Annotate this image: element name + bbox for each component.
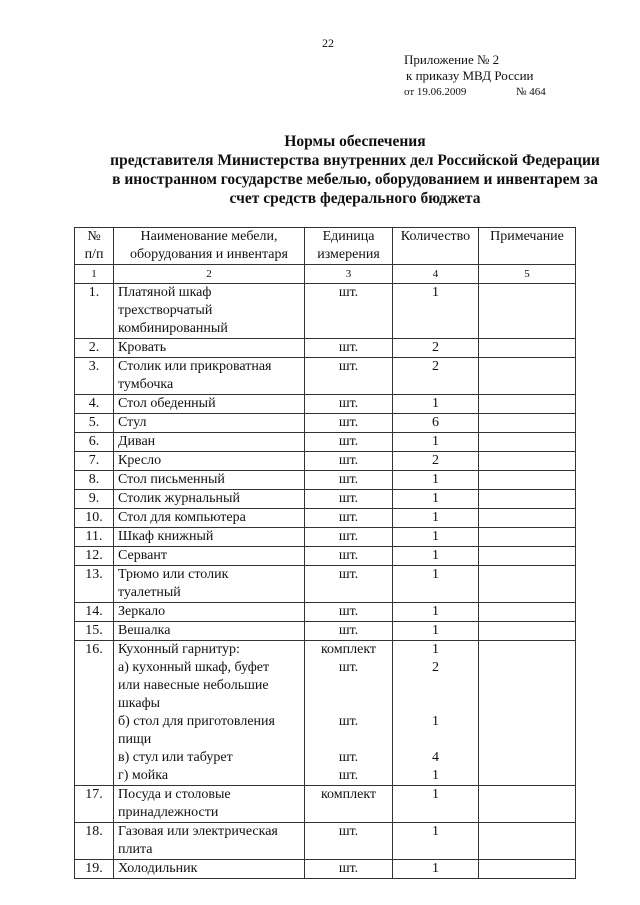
header-qty: Количество [393, 228, 479, 265]
item-note [479, 786, 576, 823]
item-unit [305, 471, 393, 490]
subitem-name-line: в) стул или табурет [118, 750, 233, 765]
item-name [114, 622, 305, 641]
table-row [75, 566, 576, 603]
quantity-value: 2 [432, 359, 439, 374]
column-index-row [75, 265, 576, 284]
row-number: 11. [75, 528, 114, 547]
item-quantity [393, 622, 479, 641]
quantity-value: 1 [432, 623, 439, 638]
table-row [75, 490, 576, 509]
row-number: 14. [75, 603, 114, 622]
item-name [114, 414, 305, 433]
item-name-line: Холодильник [118, 861, 198, 876]
row-number: 5. [75, 414, 114, 433]
item-note [479, 622, 576, 641]
row-number: 13. [75, 566, 114, 603]
title-line3: в иностранном государстве мебелью, оборудованием и инвентарем за [112, 171, 598, 188]
item-name-line: Столик журнальный [118, 491, 240, 506]
title-line1: Нормы обеспечения [284, 133, 426, 150]
item-note [479, 603, 576, 622]
item-note [479, 284, 576, 339]
subitem-quantity: 4 [432, 750, 439, 765]
item-quantity [393, 786, 479, 823]
item-name-line: туалетный [118, 585, 181, 600]
row-number: 9. [75, 490, 114, 509]
item-name-line: Платяной шкаф [118, 285, 212, 300]
unit-value: шт. [338, 510, 359, 525]
item-name-line: Шкаф книжный [118, 529, 214, 544]
table-row [75, 452, 576, 471]
row-number: 15. [75, 622, 114, 641]
item-quantity [393, 641, 479, 786]
unit-value: шт. [338, 861, 359, 876]
item-name [114, 452, 305, 471]
item-unit [305, 358, 393, 395]
unit-value: шт. [338, 548, 359, 563]
column-index: 4 [393, 265, 479, 284]
item-quantity [393, 339, 479, 358]
item-name [114, 528, 305, 547]
row-number: 8. [75, 471, 114, 490]
table-row [75, 547, 576, 566]
table-row [75, 860, 576, 879]
quantity-value: 1 [432, 396, 439, 411]
row-number: 16. [75, 641, 114, 786]
quantity-value: 1 [432, 642, 439, 657]
item-note [479, 509, 576, 528]
item-quantity [393, 490, 479, 509]
order-date: от 19.06.2009 [404, 86, 467, 98]
quantity-value: 1 [432, 285, 439, 300]
table-row [75, 641, 576, 786]
item-name [114, 547, 305, 566]
item-name [114, 860, 305, 879]
item-quantity [393, 414, 479, 433]
table-row [75, 433, 576, 452]
row-number: 6. [75, 433, 114, 452]
item-note [479, 547, 576, 566]
item-quantity [393, 860, 479, 879]
table-row [75, 395, 576, 414]
item-name-line: Кухонный гарнитур: [118, 642, 240, 657]
subitem-unit: шт. [338, 714, 359, 729]
item-quantity [393, 823, 479, 860]
table-row [75, 622, 576, 641]
table-row [75, 284, 576, 339]
item-unit [305, 433, 393, 452]
page-number: 22 [322, 36, 334, 50]
item-note [479, 566, 576, 603]
row-number: 4. [75, 395, 114, 414]
subitem-name-line: шкафы [118, 696, 161, 711]
item-note [479, 490, 576, 509]
quantity-value: 1 [432, 861, 439, 876]
item-note [479, 452, 576, 471]
title-line4: счет средств федерального бюджета [229, 190, 481, 207]
item-name-line: Диван [118, 434, 156, 449]
item-note [479, 433, 576, 452]
quantity-value: 1 [432, 491, 439, 506]
item-unit [305, 823, 393, 860]
subitem-unit: шт. [338, 768, 359, 783]
row-number: 19. [75, 860, 114, 879]
unit-value: шт. [338, 623, 359, 638]
quantity-value: 1 [432, 824, 439, 839]
unit-value: шт. [338, 604, 359, 619]
item-name-line: Кровать [118, 340, 167, 355]
item-unit [305, 547, 393, 566]
quantity-value: 1 [432, 434, 439, 449]
quantity-value: 1 [432, 529, 439, 544]
item-name-line: трехстворчатый [118, 303, 213, 318]
item-name-line: Стул [118, 415, 147, 430]
column-index: 2 [114, 265, 305, 284]
table-row [75, 471, 576, 490]
quantity-value: 1 [432, 787, 439, 802]
item-quantity [393, 566, 479, 603]
table-body [75, 284, 576, 879]
quantity-value: 1 [432, 510, 439, 525]
quantity-value: 2 [432, 453, 439, 468]
unit-value: шт. [338, 434, 359, 449]
quantity-value: 2 [432, 340, 439, 355]
item-quantity [393, 528, 479, 547]
quantity-value: 1 [432, 548, 439, 563]
unit-value: шт. [338, 359, 359, 374]
subitem-name-line: или навесные небольшие [118, 678, 269, 693]
column-index: 3 [305, 265, 393, 284]
item-note [479, 339, 576, 358]
row-number: 18. [75, 823, 114, 860]
item-name-line: Трюмо или столик [118, 567, 229, 582]
item-name-line: тумбочка [118, 377, 174, 392]
column-index: 5 [479, 265, 576, 284]
document-title [95, 132, 615, 208]
row-number: 17. [75, 786, 114, 823]
header-num: № п/п [75, 228, 114, 265]
item-name-line: Столик или прикроватная [118, 359, 272, 374]
item-name [114, 358, 305, 395]
row-number: 1. [75, 284, 114, 339]
subitem-unit: шт. [338, 750, 359, 765]
subitem-quantity: 1 [432, 768, 439, 783]
item-note [479, 395, 576, 414]
item-quantity [393, 358, 479, 395]
column-index: 1 [75, 265, 114, 284]
annex-order-line [404, 84, 546, 100]
item-name [114, 490, 305, 509]
table-row [75, 339, 576, 358]
item-note [479, 641, 576, 786]
unit-value: шт. [338, 453, 359, 468]
item-unit [305, 786, 393, 823]
item-note [479, 471, 576, 490]
item-unit [305, 339, 393, 358]
item-name [114, 641, 305, 786]
quantity-value: 6 [432, 415, 439, 430]
table-row [75, 528, 576, 547]
item-name-line: Сервант [118, 548, 167, 563]
item-name [114, 823, 305, 860]
item-quantity [393, 471, 479, 490]
item-name [114, 509, 305, 528]
item-note [479, 414, 576, 433]
unit-value: шт. [338, 285, 359, 300]
row-number: 7. [75, 452, 114, 471]
header-unit: Единица измерения [305, 228, 393, 265]
item-name-line: Вешалка [118, 623, 171, 638]
header-name: Наименование мебели, оборудования и инвентаря [114, 228, 305, 265]
item-name [114, 433, 305, 452]
row-number: 2. [75, 339, 114, 358]
subitem-quantity: 2 [432, 660, 439, 675]
item-name [114, 786, 305, 823]
item-quantity [393, 509, 479, 528]
item-name [114, 566, 305, 603]
unit-value: комплект [320, 642, 377, 657]
item-unit [305, 509, 393, 528]
item-name-line: плита [118, 842, 153, 857]
row-number: 10. [75, 509, 114, 528]
item-note [479, 823, 576, 860]
item-quantity [393, 395, 479, 414]
subitem-quantity: 1 [432, 714, 439, 729]
unit-value: шт. [338, 824, 359, 839]
item-name [114, 603, 305, 622]
item-unit [305, 452, 393, 471]
unit-value: комплект [320, 787, 377, 802]
unit-value: шт. [338, 567, 359, 582]
item-note [479, 358, 576, 395]
item-quantity [393, 452, 479, 471]
item-unit [305, 603, 393, 622]
item-name-line: принадлежности [118, 805, 219, 820]
item-unit [305, 414, 393, 433]
quantity-value: 1 [432, 472, 439, 487]
item-note [479, 860, 576, 879]
table-header-row [75, 228, 576, 265]
item-name [114, 471, 305, 490]
item-name-line: Посуда и столовые [118, 787, 231, 802]
unit-value: шт. [338, 396, 359, 411]
item-quantity [393, 547, 479, 566]
order-number: № 464 [516, 86, 546, 98]
item-name [114, 395, 305, 414]
item-unit [305, 395, 393, 414]
norms-table [74, 227, 576, 879]
subitem-unit: шт. [338, 660, 359, 675]
annex-line1: Приложение № 2 [404, 52, 500, 67]
item-unit [305, 566, 393, 603]
unit-value: шт. [338, 529, 359, 544]
table-row [75, 358, 576, 395]
item-unit [305, 284, 393, 339]
item-name-line: комбинированный [118, 321, 228, 336]
item-quantity [393, 284, 479, 339]
item-name-line: Зеркало [118, 604, 166, 619]
item-name-line: Кресло [118, 453, 162, 468]
subitem-name-line: г) мойка [118, 768, 169, 783]
item-note [479, 528, 576, 547]
subitem-name-line: пищи [118, 732, 152, 747]
row-number: 3. [75, 358, 114, 395]
item-name [114, 339, 305, 358]
item-name [114, 284, 305, 339]
quantity-value: 1 [432, 567, 439, 582]
table-row [75, 823, 576, 860]
unit-value: шт. [338, 472, 359, 487]
unit-value: шт. [338, 340, 359, 355]
item-name-line: Стол обеденный [118, 396, 216, 411]
item-name-line: Стол для компьютера [118, 510, 246, 525]
table-row [75, 414, 576, 433]
item-unit [305, 528, 393, 547]
item-unit [305, 860, 393, 879]
item-unit [305, 490, 393, 509]
item-quantity [393, 433, 479, 452]
subitem-name-line: а) кухонный шкаф, буфет [118, 660, 270, 675]
quantity-value: 1 [432, 604, 439, 619]
item-unit [305, 622, 393, 641]
annex-line2: к приказу МВД России [406, 68, 534, 83]
title-line2: представителя Министерства внутренних дел Российской Федерации [110, 152, 600, 169]
subitem-name-line: б) стол для приготовления [118, 714, 275, 729]
unit-value: шт. [338, 491, 359, 506]
header-note: Примечание [479, 228, 576, 265]
table-row [75, 603, 576, 622]
unit-value: шт. [338, 415, 359, 430]
table-row [75, 509, 576, 528]
item-name-line: Газовая или электрическая [118, 824, 278, 839]
item-name-line: Стол письменный [118, 472, 225, 487]
annex-header [404, 52, 546, 100]
table-row [75, 786, 576, 823]
row-number: 12. [75, 547, 114, 566]
item-quantity [393, 603, 479, 622]
item-unit [305, 641, 393, 786]
